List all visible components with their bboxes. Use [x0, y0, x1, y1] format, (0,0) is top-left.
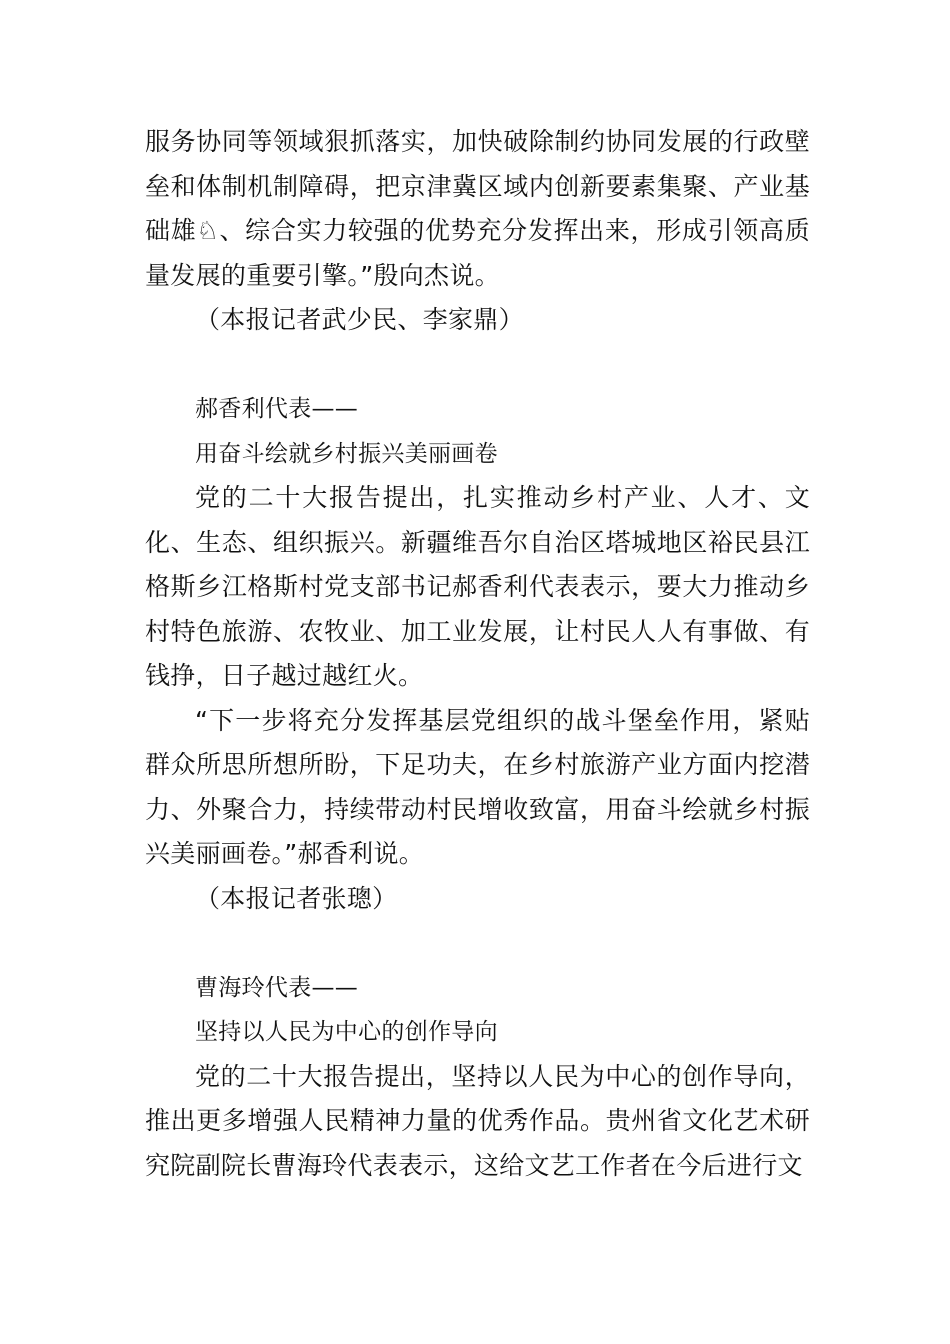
- section1-paragraph2: “下一步将充分发挥基层党组织的战斗堡垒作用，紧贴群众所思所想所盼，下足功夫，在乡村旅游产业方面内挖潜力、外聚合力，持续带动村民增收致富，用奋斗绘就乡村振兴美丽画卷。”郝香利说。: [145, 705, 810, 868]
- section2-paragraph1: 党的二十大报告提出，坚持以人民为中心的创作导向，推出更多增强人民精神力量的优秀作品。贵州省文化艺术研究院副院长曹海玲代表表示，这给文艺工作者在今后进行文: [145, 1061, 810, 1180]
- byline-section1: （本报记者张璁）: [195, 883, 398, 913]
- byline-section0: （本报记者武少民、李家鼎）: [195, 305, 524, 334]
- section-gap: [145, 343, 810, 388]
- section1-headline: 用奋斗绘就乡村振兴美丽画卷: [195, 440, 498, 467]
- section-gap: [145, 921, 810, 966]
- section2-name-line: 曹海玲代表——: [195, 974, 359, 1001]
- section1-paragraph1: 党的二十大报告提出，扎实推动乡村产业、人才、文化、生态、组织振兴。新疆维吾尔自治区塔城地区裕民县江格斯乡江格斯村党支部书记郝香利代表表示，要大力推动乡村特色旅游、农牧业、加工业发展，让村民人人有事做、有钱挣，日子越过越红火。: [145, 483, 810, 690]
- article-body: [145, 120, 810, 1188]
- section1-name-line: 郝香利代表——: [195, 396, 359, 422]
- section2-headline: 坚持以人民为中心的创作导向: [195, 1019, 498, 1045]
- continued-paragraph: 服务协同等领域狠抓落实，加快破除制约协同发展的行政壁垒和体制机制障碍，把京津冀区域内创新要素集聚、产业基础雄♘、综合实力较强的优势充分发挥出来，形成引领高质量发展的重要引擎。”殷向杰说。: [145, 127, 810, 290]
